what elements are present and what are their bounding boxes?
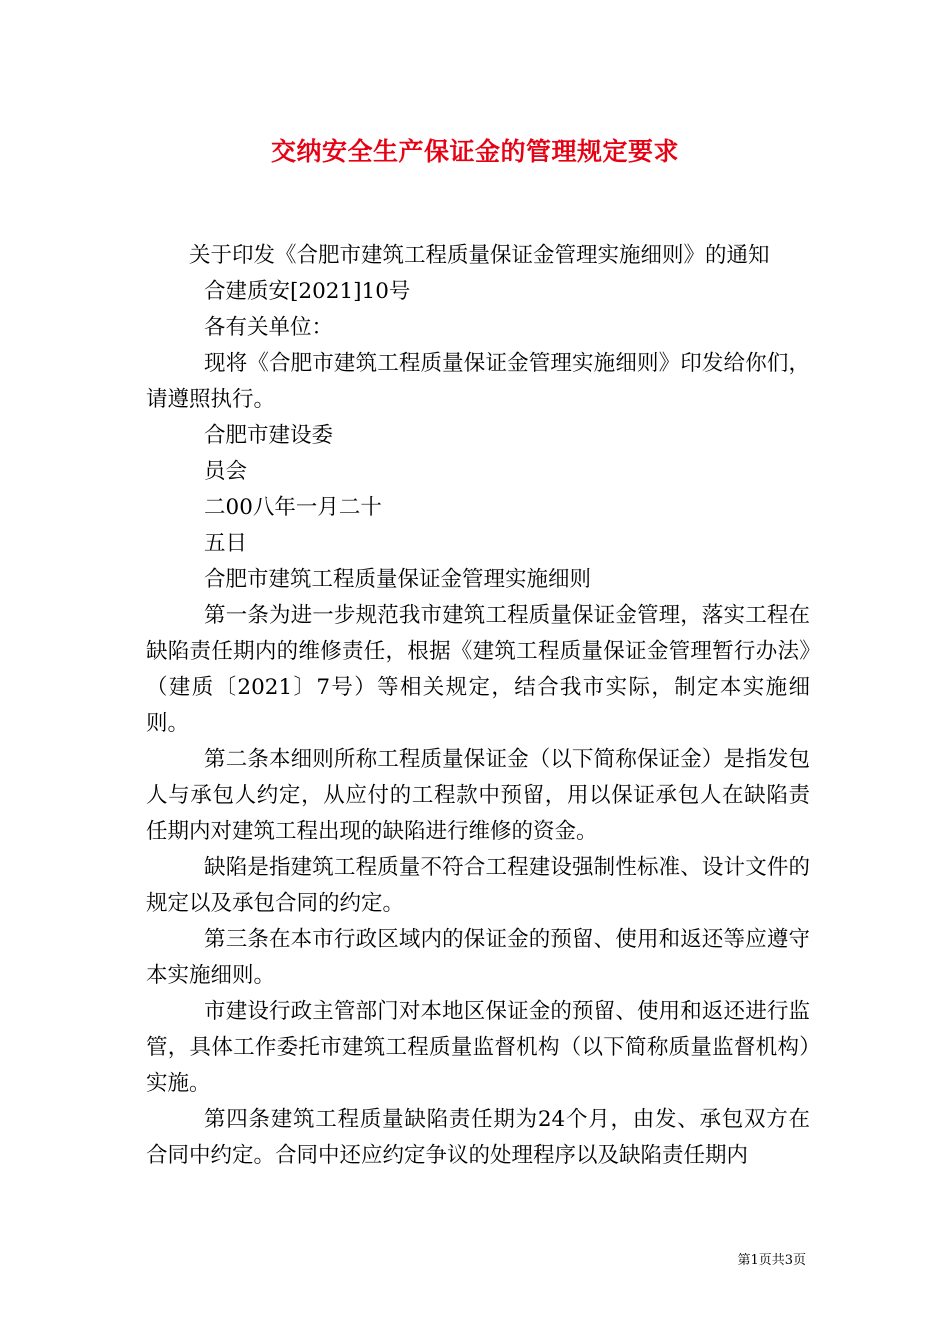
- paragraph-intro: 现将《合肥市建筑工程质量保证金管理实施细则》印发给你们，请遵照执行。: [146, 351, 810, 412]
- page-number: 第1页共3页: [737, 1253, 806, 1268]
- document-title: 交纳安全生产保证金的管理规定要求: [270, 137, 679, 166]
- article-4: 第四条建筑工程质量缺陷责任期为24个月，由发、承包双方在合同中约定。合同中还应约定争议的处理程序以及缺陷责任期内: [146, 1107, 810, 1168]
- document-body: [146, 238, 810, 1174]
- article-3-supervision: 市建设行政主管部门对本地区保证金的预留、使用和返还进行监管，具体工作委托市建筑工程质量监督机构（以下简称质量监督机构）实施。: [146, 999, 810, 1096]
- salutation: 各有关单位：: [204, 315, 334, 340]
- document-number: 合建质安[2021]10号: [204, 279, 411, 304]
- article-2: 第二条本细则所称工程质量保证金（以下简称保证金）是指发包人与承包人约定，从应付的工程款中预留，用以保证承包人在缺陷责任期内对建筑工程出现的缺陷进行维修的资金。: [146, 747, 810, 844]
- article-1: 第一条为进一步规范我市建筑工程质量保证金管理，落实工程在缺陷责任期内的维修责任，根据《建筑工程质量保证金管理暂行办法》（建质〔2021〕7号）等相关规定，结合我市实际，制定本实施细则。: [146, 603, 810, 736]
- issuer-line-2: 员会: [204, 459, 248, 484]
- date-line-1: 二00八年一月二十: [204, 495, 382, 520]
- article-3: 第三条在本市行政区域内的保证金的预留、使用和返还等应遵守本实施细则。: [146, 927, 810, 988]
- notice-heading: 关于印发《合肥市建筑工程质量保证金管理实施细则》的通知: [189, 243, 770, 268]
- date-line-2: 五日: [204, 531, 248, 556]
- defect-definition: 缺陷是指建筑工程质量不符合工程建设强制性标准、设计文件的规定以及承包合同的约定。: [146, 855, 810, 916]
- rules-title: 合肥市建筑工程质量保证金管理实施细则: [204, 567, 592, 592]
- issuer-line-1: 合肥市建设委: [204, 423, 334, 448]
